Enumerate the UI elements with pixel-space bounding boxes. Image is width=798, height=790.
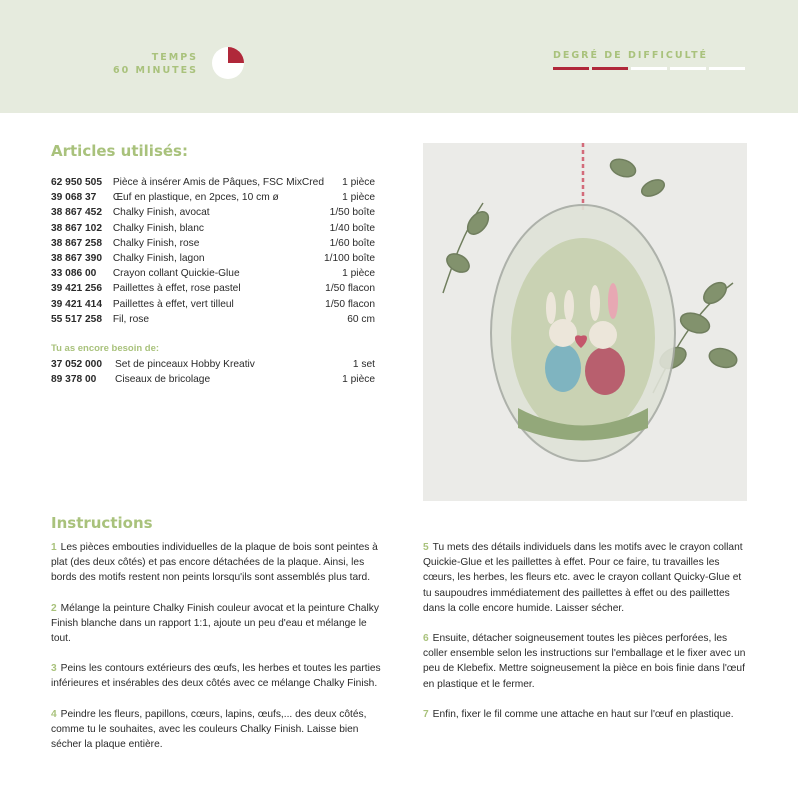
article-name: Paillettes à effet, rose pastel — [112, 283, 241, 295]
article-row — [51, 221, 375, 236]
article-row — [51, 297, 375, 312]
instructions-right-column — [423, 540, 748, 737]
article-number: 39 421 414 — [51, 298, 102, 310]
difficulty-label: DEGRÉ DE DIFFICULTÉ — [553, 50, 709, 61]
article-number: 33 086 00 — [51, 268, 97, 280]
article-name: Pièce à insérer Amis de Pâques, FSC MixCred — [112, 177, 325, 189]
article-name: Set de pinceaux Hobby Kreativ — [115, 359, 255, 371]
article-quantity: 1 set — [352, 359, 375, 371]
article-number: 38 867 258 — [51, 237, 102, 249]
article-row — [51, 312, 375, 327]
article-number: 37 052 000 — [51, 359, 102, 371]
instruction-step — [51, 707, 381, 753]
step-number: 7 — [423, 708, 429, 720]
article-row — [51, 251, 375, 266]
article-row — [51, 190, 375, 205]
clock-wedge — [228, 47, 244, 63]
article-row — [51, 236, 375, 251]
articles-table — [51, 175, 375, 327]
article-number: 38 867 452 — [51, 207, 102, 219]
step-number: 1 — [51, 542, 57, 553]
extra-articles-table — [51, 357, 375, 387]
article-quantity: 1/100 boîte — [324, 253, 375, 265]
instruction-step — [423, 540, 748, 616]
article-quantity: 1 pièce — [342, 177, 375, 189]
step-text: Tu mets des détails individuels dans les motifs avec le crayon collant Quickie-Glue et les paillettes à effet. Pour ce faire, tu travailles les cœurs, les herbes, les fleurs etc. avec le crayon collant Quicky-Glue et tu saupoudres immédiatement des paillettes à effet ou des paillettes dans la colle encore humide. Laisser sécher. — [423, 542, 743, 614]
article-name: Crayon collant Quickie-Glue — [112, 268, 240, 280]
step-text: Peins les contours extérieurs des œufs, les herbes et toutes les parties inférieures et insérables des deux côtés avec ce mélange Chalky Finish. — [51, 663, 381, 690]
step-number: 3 — [51, 663, 57, 675]
step-number: 4 — [51, 708, 57, 720]
article-quantity: 1/50 flacon — [325, 298, 375, 310]
instructions-title: Instructions — [51, 514, 153, 532]
instruction-step — [51, 661, 381, 691]
article-row — [51, 266, 375, 281]
difficulty-bars — [553, 67, 747, 70]
article-quantity: 1 pièce — [342, 374, 375, 386]
time-label — [113, 51, 198, 77]
easter-egg-illustration — [423, 143, 747, 501]
time-title: TEMPS — [151, 52, 198, 63]
article-number: 39 068 37 — [51, 192, 97, 204]
extra-title: Tu as encore besoin de: — [51, 343, 160, 354]
difficulty-bar — [631, 67, 667, 70]
article-number: 62 950 505 — [51, 177, 102, 189]
article-name: Chalky Finish, rose — [112, 237, 200, 249]
instruction-step — [51, 540, 381, 586]
difficulty-bar — [553, 67, 589, 70]
article-name: Œuf en plastique, en 2pces, 10 cm ø — [112, 192, 279, 204]
article-quantity: 1/50 flacon — [325, 283, 375, 295]
article-name: Ciseaux de bricolage — [115, 374, 211, 386]
difficulty-bar — [709, 67, 745, 70]
article-quantity: 1 pièce — [342, 192, 375, 204]
article-number: 38 867 102 — [51, 222, 102, 234]
difficulty — [553, 50, 747, 70]
step-text: Enfin, fixer le fil comme une attache en haut sur l'œuf en plastique. — [432, 708, 734, 720]
step-number: 6 — [423, 633, 429, 645]
article-row — [51, 357, 375, 372]
time-value: 60 MINUTES — [113, 65, 198, 76]
product-photo — [423, 143, 747, 501]
step-text: Les pièces embouties individuelles de la plaque de bois sont peintes à plat (des deux côtés) et pas encore détachées de la plaque. Ainsi, les bords des motifs restent non peints lorsqu'ils sont assemblés plus tard. — [51, 542, 378, 584]
article-name: Chalky Finish, blanc — [112, 222, 204, 234]
step-text: Peindre les fleurs, papillons, cœurs, lapins, œufs,... des deux côtés, comme tu le souhaites, avec les couleurs Chalky Finish. Laisse bien sécher la plaque entière. — [51, 708, 367, 751]
article-row — [51, 175, 375, 190]
step-text: Ensuite, détacher soigneusement toutes les pièces perforées, les coller ensemble selon les instructions sur l'emballage et le fixer avec un peu de Klebefix. Mettre soigneusement la pièce en bois finie dans l'œuf en plastique et le fermer. — [423, 633, 746, 690]
article-number: 38 867 390 — [51, 253, 102, 265]
article-row — [51, 372, 375, 387]
article-name: Paillettes à effet, vert tilleul — [112, 298, 234, 310]
article-name: Chalky Finish, lagon — [112, 253, 205, 265]
article-quantity: 60 cm — [347, 313, 375, 325]
step-text: Mélange la peinture Chalky Finish couleur avocat et la peinture Chalky Finish blanche dans un rapport 1:1, ajoute un peu d'eau et mélange le tout. — [51, 602, 379, 645]
article-number: 55 517 258 — [51, 313, 102, 325]
article-name: Chalky Finish, avocat — [112, 207, 210, 219]
article-row — [51, 205, 375, 220]
article-number: 39 421 256 — [51, 283, 102, 295]
article-quantity: 1/60 boîte — [329, 237, 375, 249]
difficulty-bar — [592, 67, 628, 70]
article-quantity: 1/50 boîte — [329, 207, 375, 219]
instruction-step — [51, 601, 381, 647]
instruction-step — [423, 707, 748, 722]
article-row — [51, 281, 375, 296]
instruction-step — [423, 631, 748, 692]
instructions-left-column — [51, 540, 381, 767]
step-number: 2 — [51, 602, 57, 614]
article-name: Fil, rose — [112, 313, 150, 325]
clock-icon — [211, 46, 245, 80]
article-quantity: 1/40 boîte — [329, 222, 375, 234]
difficulty-bar — [670, 67, 706, 70]
article-quantity: 1 pièce — [342, 268, 375, 280]
step-number: 5 — [423, 542, 429, 553]
article-number: 89 378 00 — [51, 374, 97, 386]
articles-title: Articles utilisés: — [51, 142, 188, 160]
header-band — [0, 0, 798, 113]
